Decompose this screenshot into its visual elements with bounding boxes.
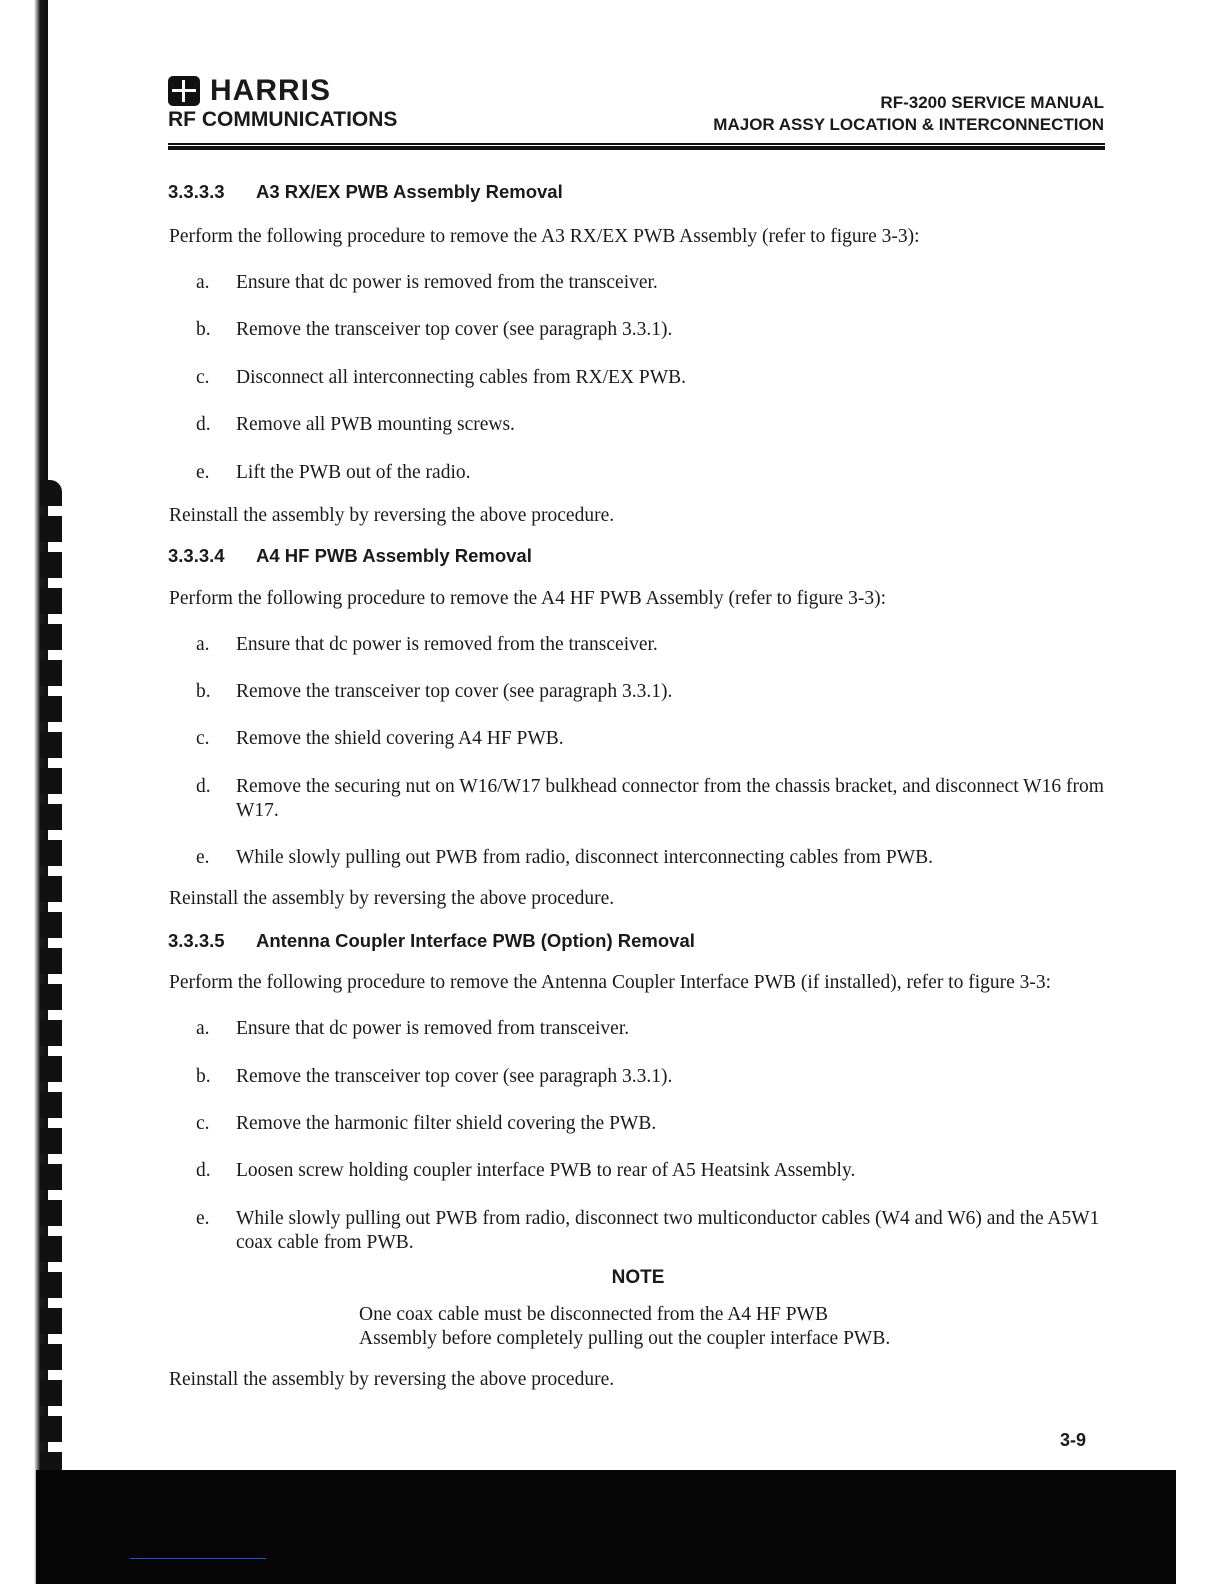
harris-logo-icon <box>168 76 200 106</box>
section-number: 3.3.3.3 <box>168 181 225 202</box>
step-label: b. <box>196 681 211 702</box>
step-text: Lift the PWB out of the radio. <box>236 462 471 483</box>
section-intro: Perform the following procedure to remove the Antenna Coupler Interface PWB (if installed), refer to figure 3-3: <box>169 972 1052 993</box>
step-label: e. <box>196 462 210 483</box>
step-label: e. <box>196 1208 210 1229</box>
step-label: a. <box>196 272 210 293</box>
section-closing: Reinstall the assembly by reversing the above procedure. <box>169 1369 615 1390</box>
step-text: Disconnect all interconnecting cables from RX/EX PWB. <box>236 367 687 388</box>
note-body <box>359 1303 959 1351</box>
step-text: While slowly pulling out PWB from radio, disconnect interconnecting cables from PWB. <box>236 847 933 868</box>
section-intro: Perform the following procedure to remove the A4 HF PWB Assembly (refer to figure 3-3): <box>169 588 886 609</box>
step-text: While slowly pulling out PWB from radio, disconnect two multiconductor cables (W4 and W6) and the A5W1 coax cable from PWB. <box>236 1208 1100 1253</box>
step-text: Remove the transceiver top cover (see paragraph 3.3.1). <box>236 319 673 340</box>
step-label: c. <box>196 728 210 749</box>
section-number: 3.3.3.4 <box>168 545 225 566</box>
section-title: MAJOR ASSY LOCATION & INTERCONNECTION <box>713 115 1104 134</box>
step-text: Remove the transceiver top cover (see paragraph 3.3.1). <box>236 681 673 702</box>
step-text: Loosen screw holding coupler interface PWB to rear of A5 Heatsink Assembly. <box>236 1160 856 1181</box>
step-text: Ensure that dc power is removed from the transceiver. <box>236 272 658 293</box>
section-title: Antenna Coupler Interface PWB (Option) Removal <box>256 930 695 951</box>
section-closing: Reinstall the assembly by reversing the above procedure. <box>169 888 615 909</box>
section-title: A3 RX/EX PWB Assembly Removal <box>256 181 563 202</box>
step-label: d. <box>196 414 211 435</box>
note-line: Assembly before completely pulling out the coupler interface PWB. <box>359 1328 891 1349</box>
binding-holes <box>40 480 62 1480</box>
division-name: RF COMMUNICATIONS <box>168 108 398 131</box>
step-label: b. <box>196 1066 211 1087</box>
section-heading <box>168 545 532 567</box>
section-closing: Reinstall the assembly by reversing the above procedure. <box>169 505 615 526</box>
header-titles <box>713 92 1104 136</box>
manual-title: RF-3200 SERVICE MANUAL <box>880 93 1104 112</box>
section-number: 3.3.3.5 <box>168 930 225 951</box>
page-number: 3-9 <box>1060 1430 1087 1450</box>
step-label: c. <box>196 367 210 388</box>
step-label: b. <box>196 319 211 340</box>
header-rule-thick <box>168 146 1105 150</box>
note-heading: NOTE <box>611 1267 665 1288</box>
step-label: e. <box>196 847 210 868</box>
step-text: Ensure that dc power is removed from transceiver. <box>236 1018 630 1039</box>
step-text: Remove the harmonic filter shield covering the PWB. <box>236 1113 657 1134</box>
section-heading <box>168 181 563 203</box>
step-text: Remove the shield covering A4 HF PWB. <box>236 728 564 749</box>
step-label: c. <box>196 1113 210 1134</box>
step-label: a. <box>196 1018 210 1039</box>
step-text: Remove all PWB mounting screws. <box>236 414 515 435</box>
company-name: HARRIS <box>210 74 332 107</box>
step-text: Ensure that dc power is removed from the transceiver. <box>236 634 658 655</box>
step-label: d. <box>196 1160 211 1181</box>
step-label: a. <box>196 634 210 655</box>
scan-border-bottom <box>36 1470 1176 1584</box>
step-label: d. <box>196 776 211 797</box>
scan-artifact-line <box>130 1558 266 1559</box>
section-intro: Perform the following procedure to remove the A3 RX/EX PWB Assembly (refer to figure 3-3): <box>169 226 920 247</box>
step-text: Remove the transceiver top cover (see paragraph 3.3.1). <box>236 1066 673 1087</box>
harris-logo <box>168 76 331 106</box>
page-header <box>168 74 1104 144</box>
header-rule-thin <box>168 143 1105 145</box>
section-title: A4 HF PWB Assembly Removal <box>256 545 532 566</box>
step-text: Remove the securing nut on W16/W17 bulkhead connector from the chassis bracket, and disconnect W16 from W17. <box>236 776 1104 821</box>
note-line: One coax cable must be disconnected from the A4 HF PWB <box>359 1304 828 1325</box>
section-heading <box>168 930 695 952</box>
